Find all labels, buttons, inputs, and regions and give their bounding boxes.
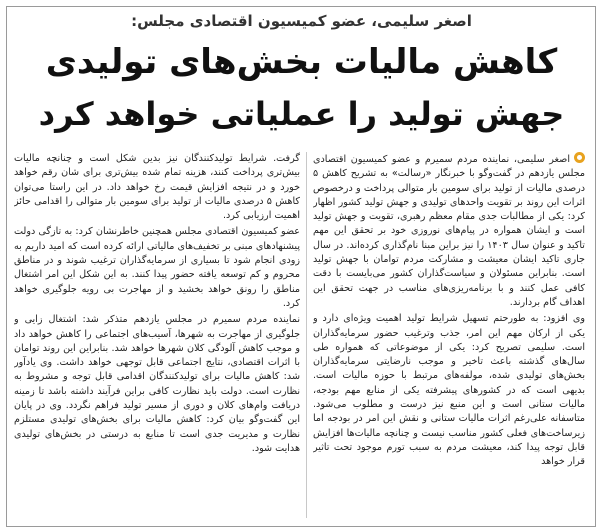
article-column-right bbox=[313, 152, 585, 522]
paragraph bbox=[313, 152, 585, 310]
article-kicker: اصغر سلیمی، عضو کمیسیون اقتصادی مجلس: bbox=[131, 12, 472, 30]
paragraph: گرفت. شرایط تولیدکنندگان نیز بدین شکل است و چنانچه مالیات بیش‌تری پرداخت کنند، هزینه تمام شده بیش‌تری برای شان رقم خواهد خورد و در نتیجه افزایش قیمت رخ خواهد داد. در این راستا می‌توان کاهش ۵ درصدی مالیات از تولید برای سومین بار متوالی را اقدامی حائز اهمیت ارزیابی کرد. bbox=[14, 153, 300, 222]
article-column-left bbox=[14, 152, 300, 522]
headline-line-1: کاهش مالیات بخش‌های تولیدی bbox=[45, 42, 558, 82]
paragraph: وی افزود: به طورحتم تسهیل شرایط تولید اهمیت ویژه‌ای دارد و یکی از ارکان مهم این امر، جذب وترغیب حضور سرمایه‌گذاران است. سلیمی تصریح کرد: یکی از موضوعاتی که همواره طی سال‌های گذشته باعث تاخیر و موجب نارضایتی سرمایه‌گذاران بخش‌های تولیدی شده، مولفه‌های مرتبط با حوزه مالیات است. بدیهی است که در کشورهای پیشرفته یکی از منابع مهم بودجه، مالیات ستانی است و این منبع نیز درست و مطلوب می‌شود. متاسفانه علی‌رغم اثرات مالیات ستانی و نقش این امر در بودجه اما زیرساخت‌های فعلی کشور مناسب نیست و چنانچه مالیات‌ها افزایش قابل توجه پیدا کند، معیشت مردم به سبب تورم موجود تحت تاثیر قرار خواهد bbox=[313, 313, 585, 468]
circle-bullet-icon bbox=[574, 152, 585, 163]
paragraph: نماینده مردم سمیرم در مجلس یازدهم متذکر شد: اشتغال زایی و جلوگیری از مهاجرت به شهرها، آسیب‌های اجتماعی را کاهش خواهد داد و موجب کاهش آلودگی کلان شهرها خواهد شد. بنابراین این روند توامان با اثرات اقتصادی، نتایج اجتماعی قابل توجهی خواهد داشت. وی یادآور شد: کاهش مالیات برای تولیدکنندگان اقدامی قابل توجه و مشروط به نظارت است. دولت باید نظارت کافی براین فرآیند داشته باشد تا زمینه دریافت وام‌های کلان و دوری از مسیر تولید فراهم نگردد. وی در پایان این گفت‌وگو بیان کرد: کاهش مالیات برای بخش‌های تولیدی مستلزم نظارت و مدیریت جدی است تا منابع به درستی در بخش‌های تولیدی هدایت شود. bbox=[14, 314, 300, 454]
paragraph: عضو کمیسیون اقتصادی مجلس همچنین خاطرنشان کرد: به تازگی دولت پیشنهادهای مبنی بر تخفیف‌های مالیاتی ارائه کرده است که امید داریم به زودی انجام شود تا بسیاری از سرمایه‌گذاران ترغیب شوند و در مناطق محروم و کم توسعه یافته حضور پیدا کنند. به این شکل این امر اشتغال مناطق را رونق خواهد بخشید و از مهاجرت بی رویه جلوگیری خواهد کرد. bbox=[14, 226, 300, 309]
headline-line-2: جهش تولید را عملیاتی خواهد کرد bbox=[38, 95, 565, 133]
column-divider bbox=[306, 152, 307, 518]
paragraph-text: اصغر سلیمی، نماینده مردم سمیرم و عضو کمیسیون اقتصادی مجلس یازدهم در گفت‌وگو با خبرنگار «رسالت» به تشریح کاهش ۵ درصدی مالیات از تولید برای سومین بار متوالی پرداخت و درخصوص اثرات این روند بر تقویت واحدهای تولیدی و جهش تولید کشور اظهار کرد: یکی از مطالبات جدی مقام معظم رهبری، تقویت و جهش تولید است و ایشان همواره در پیام‌های نوروزی خود بر تحقق این مهم تاکید و عنوان سال ۱۴۰۳ را نیز براین مبنا نام‌گذاری کرده‌اند. در سال جاری تاکید ایشان معیشت و مشارکت مردم توامان با جهش تولید است. بنابراین مسئولان و سیاست‌گذاران کشور می‌بایست با دقت کافی عمل کنند و با برنامه‌ریزی‌های مناسب در جهت تحقق این اهداف گام بردارند. bbox=[313, 154, 585, 308]
